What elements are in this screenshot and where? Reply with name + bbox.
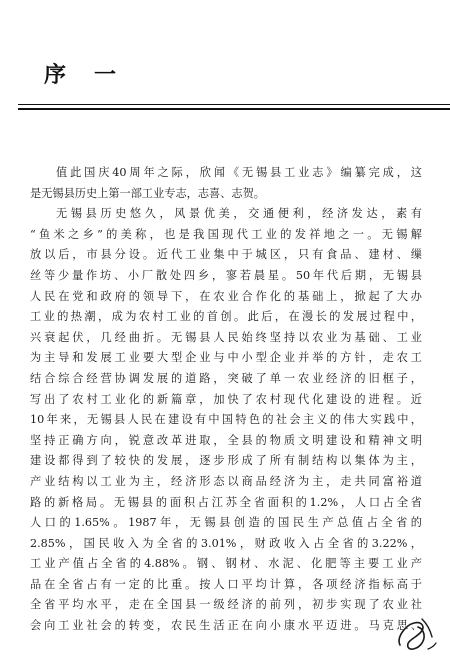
text-line: 写出了农村工业化的新篇章，加快了农村现代化建设的进程。近 [30,392,422,406]
body-text [30,163,422,637]
text-line: 工业产值占全省的4.88%。钢、钢材、水泥、化肥等主要工业产 [30,557,422,571]
text-line: 坚持正确方向，锐意改革进取，全县的物质文明建设和精神文明 [30,433,422,447]
text-line: 工业的热潮，成为农村工业的首创。此后，在漫长的发展过程中， [30,310,422,324]
title-first-char: 序 [44,63,67,88]
text-line: 人口的1.65%。1987年，无锡县创造的国民生产总值占全省的 [30,516,422,530]
text-line: 路的新格局。无锡县的面积占江苏全省面积的1.2%，人口占全省 [30,495,422,509]
text-line: 建设都得到了较快的发展，逐步形成了所有制结构以集体为主， [30,454,422,468]
text-line: 10年来，无锡县人民在建设有中国特色的社会主义的伟大实践中， [30,413,422,427]
text-line: 结合综合经营协调发展的道路，突破了单一农业经济的旧框子， [30,371,422,385]
text-line: 无锡县历史悠久，风景优美，交通便利，经济发达，素有 [56,207,422,221]
handwritten-mark-icon [392,615,438,653]
page-title [44,58,116,89]
text-line: 全省平均水平，走在全国县一级经济的前列，初步实现了农业社 [30,598,422,612]
text-line: 丝等少量作坊、小厂散处四乡，寥若晨星。50年代后期，无锡县 [30,268,422,282]
text-line: 为主导和发展工业要大型企业与中小型企业并举的方针，走农工 [30,351,422,365]
text-line: 产业结构以工业为主，经济形态以商品经济为主，走共同富裕道 [30,474,422,488]
title-second-char: 一 [94,63,117,88]
text-line: 品在全省占有一定的比重。按人口平均计算，各项经济指标高于 [30,577,422,591]
title-rule-thin [18,104,450,105]
text-line: 放以后，市县分设。近代工业集中于城区，只有食品、建材、缫 [30,248,422,262]
text-line: 兴衰起伏，几经曲折。无锡县人民始终坚持以农业为基础、工业 [30,330,422,344]
text-line: 会向工业社会的转变，农民生活正在向小康水平迈进。马克思、 [30,619,422,633]
title-rule-thick [18,108,450,110]
text-line: 值此国庆40周年之际，欣闻《无锡县工业志》编纂完成，这 [56,166,422,179]
text-line: 是无锡县历史上第一部工业专志，志喜、志贺。 [30,186,265,200]
text-line: 2.85%，国民收入为全省的3.01%，财政收入占全省的3.22%， [30,536,422,550]
text-line: 人民在党和政府的领导下，在农业合作化的基础上，掀起了大办 [30,289,422,303]
text-line: “鱼米之乡”的美称，也是我国现代工业的发祥地之一。无锡解 [30,227,422,241]
